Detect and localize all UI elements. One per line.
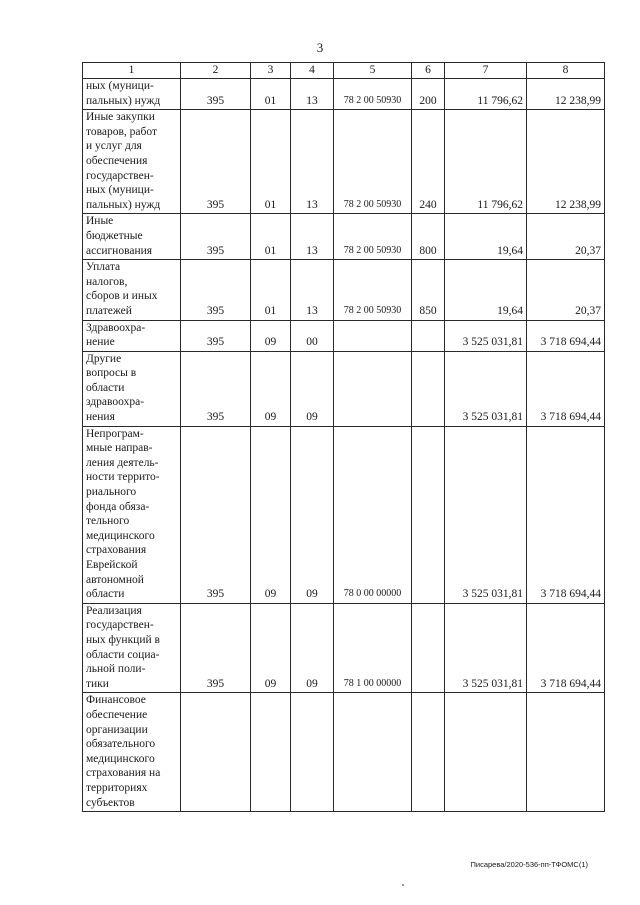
- row-label: Иные закупки товаров, работ и услуг для обеспечения государствен- ных (муници- пальных) нужд: [83, 110, 181, 214]
- cell-amount-year-2: 12 238,99: [527, 110, 605, 214]
- cell-subsection: 09: [291, 426, 334, 603]
- cell-section: 01: [251, 79, 291, 110]
- scan-speck: [402, 884, 404, 886]
- cell-target-article: [334, 351, 412, 426]
- cell-section: 01: [251, 214, 291, 260]
- cell-subsection: [291, 693, 334, 812]
- table-row: [83, 351, 605, 426]
- document-stamp: Писарева/2020-536-пп-ТФОМС(1): [470, 860, 588, 869]
- column-header: 8: [527, 63, 605, 79]
- cell-amount-year-1: 3 525 031,81: [445, 320, 527, 351]
- cell-amount-year-1: 3 525 031,81: [445, 426, 527, 603]
- cell-target-article: 78 1 00 00000: [334, 603, 412, 693]
- column-header: 1: [83, 63, 181, 79]
- row-label: Финансовое обеспечение организации обязательного медицинского страхования на территориях субъектов: [83, 693, 181, 812]
- cell-admin-code: 395: [181, 603, 251, 693]
- cell-subsection: 13: [291, 260, 334, 320]
- row-label: Уплата налогов, сборов и иных платежей: [83, 260, 181, 320]
- cell-admin-code: 395: [181, 351, 251, 426]
- cell-subsection: 00: [291, 320, 334, 351]
- cell-amount-year-2: 3 718 694,44: [527, 603, 605, 693]
- cell-amount-year-1: 11 796,62: [445, 110, 527, 214]
- cell-target-article: 78 2 00 50930: [334, 79, 412, 110]
- cell-amount-year-2: 12 238,99: [527, 79, 605, 110]
- column-header: 4: [291, 63, 334, 79]
- cell-target-article: 78 2 00 50930: [334, 110, 412, 214]
- cell-expense-type: 200: [412, 79, 445, 110]
- cell-expense-type: 240: [412, 110, 445, 214]
- cell-section: 09: [251, 426, 291, 603]
- cell-section: 09: [251, 320, 291, 351]
- cell-expense-type: [412, 603, 445, 693]
- cell-section: 01: [251, 110, 291, 214]
- cell-target-article: 78 2 00 50930: [334, 260, 412, 320]
- column-header: 6: [412, 63, 445, 79]
- cell-amount-year-1: 11 796,62: [445, 79, 527, 110]
- column-header: 3: [251, 63, 291, 79]
- cell-expense-type: [412, 320, 445, 351]
- cell-amount-year-1: 19,64: [445, 214, 527, 260]
- cell-subsection: 09: [291, 603, 334, 693]
- cell-admin-code: 395: [181, 79, 251, 110]
- cell-admin-code: 395: [181, 426, 251, 603]
- table-row: [83, 693, 605, 812]
- row-label: Другие вопросы в области здравоохра- нения: [83, 351, 181, 426]
- budget-table: [82, 62, 605, 812]
- cell-amount-year-1: [445, 693, 527, 812]
- cell-expense-type: 800: [412, 214, 445, 260]
- cell-target-article: [334, 320, 412, 351]
- table-header-row: [83, 63, 605, 79]
- cell-subsection: 13: [291, 79, 334, 110]
- cell-target-article: 78 0 00 00000: [334, 426, 412, 603]
- cell-amount-year-1: 19,64: [445, 260, 527, 320]
- table-row: [83, 603, 605, 693]
- cell-amount-year-2: 3 718 694,44: [527, 426, 605, 603]
- table-row: [83, 110, 605, 214]
- cell-subsection: 13: [291, 110, 334, 214]
- cell-amount-year-2: 3 718 694,44: [527, 320, 605, 351]
- table-row: [83, 260, 605, 320]
- cell-admin-code: 395: [181, 214, 251, 260]
- cell-admin-code: 395: [181, 260, 251, 320]
- cell-target-article: [334, 693, 412, 812]
- cell-amount-year-2: 3 718 694,44: [527, 351, 605, 426]
- cell-expense-type: [412, 351, 445, 426]
- cell-section: 09: [251, 603, 291, 693]
- cell-expense-type: 850: [412, 260, 445, 320]
- row-label: Иные бюджетные ассигнования: [83, 214, 181, 260]
- cell-expense-type: [412, 693, 445, 812]
- row-label: Непрограм- мные направ- ления деятель- ности террито- риального фонда обяза- тельного медицинского страхования Еврейской автономной области: [83, 426, 181, 603]
- cell-subsection: 13: [291, 214, 334, 260]
- cell-amount-year-1: 3 525 031,81: [445, 603, 527, 693]
- cell-admin-code: 395: [181, 320, 251, 351]
- cell-section: [251, 693, 291, 812]
- cell-amount-year-1: 3 525 031,81: [445, 351, 527, 426]
- column-header: 2: [181, 63, 251, 79]
- table-row: [83, 214, 605, 260]
- row-label: Реализация государствен- ных функций в области социа- льной поли- тики: [83, 603, 181, 693]
- cell-admin-code: [181, 693, 251, 812]
- cell-section: 09: [251, 351, 291, 426]
- table-row: [83, 426, 605, 603]
- table-row: [83, 320, 605, 351]
- column-header: 7: [445, 63, 527, 79]
- column-header: 5: [334, 63, 412, 79]
- page-number: 3: [316, 40, 324, 55]
- cell-amount-year-2: 20,37: [527, 260, 605, 320]
- cell-amount-year-2: 20,37: [527, 214, 605, 260]
- cell-target-article: 78 2 00 50930: [334, 214, 412, 260]
- cell-amount-year-2: [527, 693, 605, 812]
- cell-subsection: 09: [291, 351, 334, 426]
- cell-section: 01: [251, 260, 291, 320]
- table-row: [83, 79, 605, 110]
- row-label: ных (муници- пальных) нужд: [83, 79, 181, 110]
- row-label: Здравоохра- нение: [83, 320, 181, 351]
- cell-admin-code: 395: [181, 110, 251, 214]
- cell-expense-type: [412, 426, 445, 603]
